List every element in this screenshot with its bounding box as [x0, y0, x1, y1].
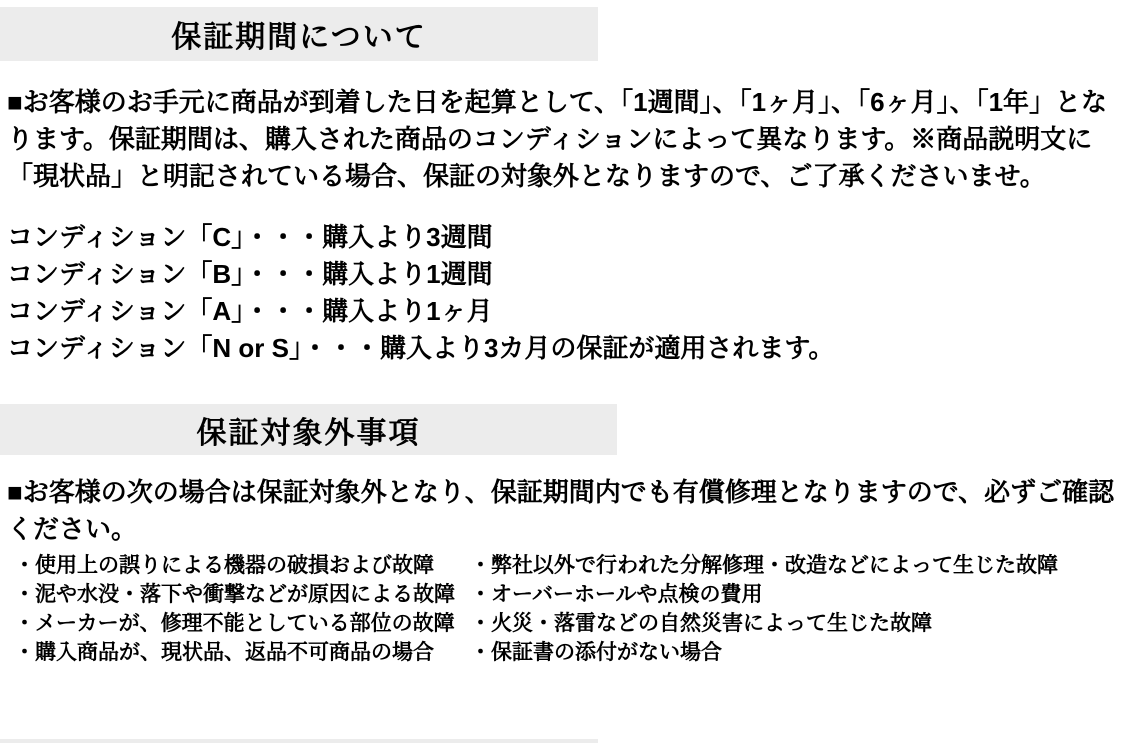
exclusion-item-misuse-damage: ・使用上の誤りによる機器の破損および故障: [14, 554, 434, 577]
warranty-period-title: 保証期間について: [171, 21, 427, 54]
exclusion-item-third-party-repair-modification: ・弊社以外で行われた分解修理・改造などによって生じた故障: [470, 554, 1058, 577]
exclusion-items-columns: [14, 551, 1119, 667]
exclusion-item-mud-water-drop-impact: ・泥や水没・落下や衝撃などが原因による故障: [14, 583, 455, 606]
exclusion-item-overhaul-inspection-cost: ・オーバーホールや点検の費用: [470, 583, 763, 606]
warranty-exclusion-intro-paragraph: ■お客様の次の場合は保証対象外となり、保証期間内でも有償修理となりますので、必ずご確認ください。: [7, 477, 1115, 544]
exclusion-item-missing-warranty-card: ・保証書の添付がない場合: [470, 641, 722, 664]
next-section-bar-cutoff: [0, 739, 598, 743]
exclusion-item-maker-unrepairable-part: ・メーカーが、修理不能としている部位の故障: [14, 612, 455, 635]
warranty-period-intro-paragraph: ■お客様のお手元に商品が到着した日を起算として、「1週間」、「1ヶ月」、「6ヶ月」、「1年」となります。保証期間は、購入された商品のコンディションによって異なります。※商品説明文に「現状品」と明記されている場合、保証の対象外となりますので、ご了承くださいませ。: [7, 87, 1108, 191]
exclusion-items-right-column: [470, 551, 1119, 667]
warranty-exclusion-header-bar: [0, 404, 617, 455]
condition-row-b: コンディション「B」・・・購入より1週間: [7, 259, 493, 289]
exclusion-item-natural-disaster-damage: ・火災・落雷などの自然災害によって生じた故障: [470, 612, 932, 635]
condition-row-c: コンディション「C」・・・購入より3週間: [7, 222, 493, 252]
exclusion-item-as-is-no-return-product: ・購入商品が、現状品、返品不可商品の場合: [14, 641, 434, 664]
condition-row-a: コンディション「A」・・・購入より1ヶ月: [7, 296, 493, 326]
condition-duration-list: [7, 219, 1118, 367]
condition-row-n-or-s: コンディション「N or S」・・・購入より3カ月の保証が適用されます。: [7, 333, 835, 363]
warranty-period-header-bar: [0, 7, 598, 61]
exclusion-items-left-column: [14, 551, 470, 667]
warranty-exclusion-title: 保証対象外事項: [196, 416, 421, 450]
